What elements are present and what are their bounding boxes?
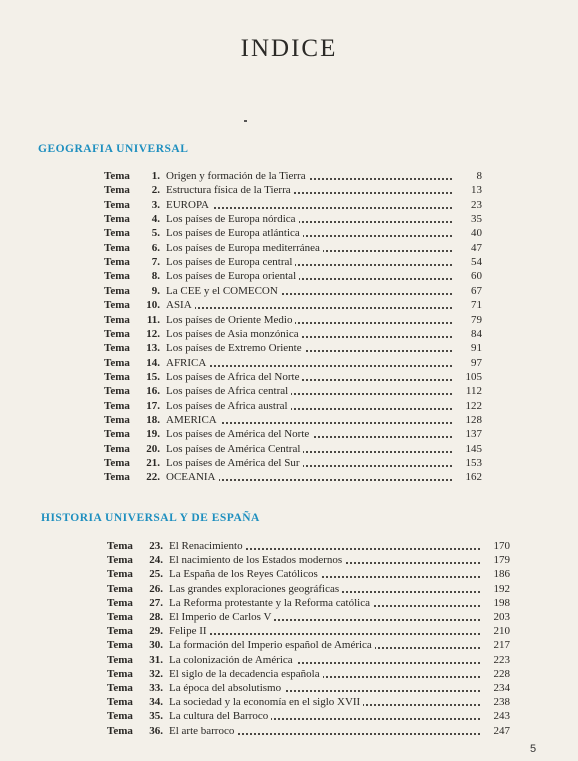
entry-title-wrap — [169, 568, 480, 580]
entry-number: 22. — [146, 471, 160, 484]
entry-title-wrap — [166, 457, 452, 469]
entry-title-wrap — [166, 213, 452, 225]
entry-title: Felipe II — [169, 625, 210, 637]
toc-entry — [107, 696, 510, 711]
entry-page: 198 — [493, 596, 510, 609]
entry-tema-label: Tema — [107, 582, 133, 595]
entry-page: 223 — [493, 653, 510, 666]
toc-entry — [104, 385, 482, 400]
page-title: INDICE — [240, 35, 338, 62]
entry-number: 14. — [146, 356, 160, 369]
entry-number: 34. — [149, 696, 163, 709]
entry-number: 15. — [146, 370, 160, 383]
toc-entry — [107, 639, 510, 654]
entry-number: 2. — [151, 184, 160, 197]
entry-title: La España de los Reyes Católicos — [169, 568, 321, 580]
section-heading-historia: HISTORIA UNIVERSAL Y DE ESPAÑA — [41, 512, 260, 524]
entry-title-wrap — [166, 227, 452, 239]
entry-tema-label: Tema — [104, 471, 130, 484]
entry-page: 137 — [465, 428, 482, 441]
entry-number: 10. — [146, 299, 160, 312]
entry-tema-label: Tema — [107, 554, 133, 567]
entry-title-wrap — [166, 285, 452, 297]
entry-title-wrap — [169, 540, 480, 552]
toc-entry — [104, 457, 482, 472]
entry-title: OCEANIA — [166, 471, 219, 483]
entry-title: Los países de Africa austral — [166, 400, 291, 412]
entry-title: Los países de América del Sur — [166, 457, 303, 469]
entry-number: 16. — [146, 385, 160, 398]
entry-number: 30. — [149, 639, 163, 652]
entry-number: 11. — [146, 313, 160, 326]
entry-page: 23 — [471, 198, 482, 211]
toc-entry — [104, 428, 482, 443]
entry-page: 153 — [465, 457, 482, 469]
entry-title-wrap — [166, 314, 452, 326]
entry-title: Los países de Europa oriental — [166, 270, 299, 282]
entry-tema-label: Tema — [107, 724, 133, 737]
printer-mark — [244, 120, 247, 122]
toc-entry — [104, 170, 482, 185]
entry-title-wrap — [166, 170, 452, 182]
entry-number: 13. — [146, 342, 160, 355]
entry-title: Los países de Europa central — [166, 256, 295, 268]
toc-entry — [104, 285, 482, 300]
entry-number: 19. — [146, 428, 160, 441]
entry-number: 1. — [151, 170, 160, 182]
entry-title-wrap — [166, 400, 452, 412]
entry-tema-label: Tema — [104, 356, 130, 369]
toc-entry — [104, 371, 482, 386]
entry-tema-label: Tema — [107, 682, 133, 694]
entry-tema-label: Tema — [107, 596, 133, 609]
entry-number: 3. — [151, 198, 160, 211]
entry-page: 8 — [476, 170, 482, 182]
toc-entry — [104, 471, 482, 486]
entry-title-wrap — [169, 696, 480, 708]
entry-tema-label: Tema — [104, 170, 130, 182]
entry-page: 79 — [471, 313, 482, 326]
toc-entry — [107, 625, 510, 640]
entry-title-wrap — [169, 654, 480, 666]
entry-number: 25. — [149, 568, 163, 581]
entry-number: 24. — [149, 554, 163, 567]
entry-title-wrap — [166, 199, 452, 211]
entry-page: 122 — [465, 399, 482, 412]
entry-title: El nacimiento de los Estados modernos — [169, 554, 345, 566]
entry-number: 29. — [149, 625, 163, 638]
entry-title: La colonización de América — [169, 654, 296, 666]
entry-tema-label: Tema — [104, 213, 130, 226]
entry-page: 179 — [493, 554, 510, 567]
toc-entry — [107, 725, 510, 740]
entry-number: 8. — [151, 270, 160, 283]
entry-title-wrap — [166, 414, 452, 426]
toc-entry — [104, 242, 482, 257]
page-number: 5 — [530, 743, 537, 755]
entry-title: La sociedad y la economía en el siglo XVII — [169, 696, 363, 708]
toc-entry — [104, 184, 482, 199]
entry-title: El siglo de la decadencia española — [169, 668, 323, 680]
entry-title: Origen y formación de la Tierra — [166, 170, 309, 182]
entry-title: La Reforma protestante y la Reforma católica — [169, 597, 373, 609]
entry-tema-label: Tema — [107, 696, 133, 709]
entry-tema-label: Tema — [104, 457, 130, 469]
entry-tema-label: Tema — [104, 442, 130, 455]
entry-number: 23. — [149, 540, 163, 552]
entry-tema-label: Tema — [107, 639, 133, 652]
entry-tema-label: Tema — [104, 342, 130, 355]
entry-title-wrap — [169, 597, 480, 609]
toc-entry — [107, 611, 510, 626]
entry-title: Los países de América Central — [166, 443, 303, 455]
entry-tema-label: Tema — [107, 667, 133, 680]
leader-dots — [169, 633, 480, 635]
entry-title-wrap — [166, 342, 452, 354]
toc-entry — [107, 682, 510, 697]
entry-page: 91 — [471, 342, 482, 355]
entry-title: La cultura del Barroco — [169, 710, 271, 722]
entry-title: La formación del Imperio español de América — [169, 639, 375, 651]
entry-tema-label: Tema — [104, 385, 130, 398]
entry-tema-label: Tema — [104, 428, 130, 441]
entry-tema-label: Tema — [104, 198, 130, 211]
entry-tema-label: Tema — [107, 568, 133, 581]
entry-number: 32. — [149, 667, 163, 680]
toc-entry — [107, 597, 510, 612]
entry-page: 97 — [471, 356, 482, 369]
entry-tema-label: Tema — [107, 710, 133, 723]
entry-tema-label: Tema — [107, 540, 133, 552]
toc-entry — [104, 414, 482, 429]
entry-title: Estructura física de la Tierra — [166, 184, 294, 196]
entry-title: Los países de Europa nórdica — [166, 213, 299, 225]
entry-number: 17. — [146, 399, 160, 412]
entry-tema-label: Tema — [104, 413, 130, 426]
entry-title-wrap — [166, 471, 452, 483]
entry-number: 21. — [146, 457, 160, 469]
entry-page: 105 — [465, 370, 482, 383]
entry-title: EUROPA — [166, 199, 212, 211]
entry-number: 33. — [149, 682, 163, 694]
toc-entry — [104, 213, 482, 228]
entry-title: El Renacimiento — [169, 540, 246, 552]
entry-tema-label: Tema — [107, 611, 133, 623]
entry-title-wrap — [169, 554, 480, 566]
entry-page: 217 — [493, 639, 510, 652]
entry-number: 12. — [146, 327, 160, 340]
entry-tema-label: Tema — [107, 625, 133, 638]
entry-tema-label: Tema — [104, 184, 130, 197]
toc-entry — [104, 443, 482, 458]
toc-entry — [104, 270, 482, 285]
entry-number: 36. — [149, 724, 163, 737]
entry-title: AFRICA — [166, 357, 209, 369]
entry-tema-label: Tema — [104, 256, 130, 269]
entry-title-wrap — [169, 710, 480, 722]
entry-title-wrap — [169, 725, 480, 737]
entry-number: 26. — [149, 582, 163, 595]
entry-page: 186 — [493, 568, 510, 581]
entry-page: 40 — [471, 227, 482, 240]
entry-title-wrap — [169, 625, 480, 637]
toc-entry — [107, 540, 510, 555]
toc-entry — [104, 227, 482, 242]
entry-number: 31. — [149, 653, 163, 666]
entry-number: 7. — [151, 256, 160, 269]
entry-title-wrap — [166, 428, 452, 440]
entry-title: Los países de Europa atlántica — [166, 227, 303, 239]
entry-tema-label: Tema — [104, 399, 130, 412]
entry-tema-label: Tema — [107, 653, 133, 666]
entry-number: 27. — [149, 596, 163, 609]
entry-number: 5. — [151, 227, 160, 240]
entry-page: 67 — [471, 284, 482, 297]
toc-entry — [104, 328, 482, 343]
entry-page: 145 — [465, 442, 482, 455]
entry-tema-label: Tema — [104, 284, 130, 297]
entry-title-wrap — [166, 299, 452, 311]
entry-title: Los países de Europa mediterránea — [166, 242, 323, 254]
entry-title-wrap — [169, 639, 480, 651]
entry-tema-label: Tema — [104, 299, 130, 312]
entry-title: El arte barroco — [169, 725, 237, 737]
entry-page: 203 — [493, 611, 510, 623]
entry-title: El Imperio de Carlos V — [169, 611, 274, 623]
entry-number: 20. — [146, 442, 160, 455]
toc-entry — [107, 568, 510, 583]
toc-entry — [107, 710, 510, 725]
entry-page: 84 — [471, 327, 482, 340]
entry-tema-label: Tema — [104, 227, 130, 240]
entry-title: Los países de Africa del Norte — [166, 371, 302, 383]
entry-title-wrap — [166, 357, 452, 369]
entry-page: 35 — [471, 213, 482, 226]
entry-number: 18. — [146, 413, 160, 426]
toc-entry — [104, 256, 482, 271]
section-heading-geografia: GEOGRAFIA UNIVERSAL — [38, 143, 189, 155]
toc-entry — [107, 654, 510, 669]
entry-page: 238 — [493, 696, 510, 709]
entry-title: Los países de Asia monzónica — [166, 328, 302, 340]
entry-tema-label: Tema — [104, 327, 130, 340]
entry-page: 112 — [465, 385, 482, 398]
toc-entry — [104, 400, 482, 415]
entry-title-wrap — [166, 385, 452, 397]
entry-title: La CEE y el COMECON — [166, 285, 281, 297]
entry-title: La época del absolutismo — [169, 682, 284, 694]
entry-page: 247 — [493, 724, 510, 737]
entry-page: 47 — [471, 241, 482, 254]
entry-page: 243 — [493, 710, 510, 723]
toc-entry — [107, 668, 510, 683]
entry-number: 4. — [151, 213, 160, 226]
entry-title: Los países de Oriente Medio — [166, 314, 295, 326]
entry-title-wrap — [166, 256, 452, 268]
entry-page: 210 — [493, 625, 510, 638]
entry-title-wrap — [166, 270, 452, 282]
entry-page: 13 — [471, 184, 482, 197]
entry-page: 170 — [493, 540, 510, 552]
entry-title: ASIA — [166, 299, 195, 311]
entry-tema-label: Tema — [104, 241, 130, 254]
entry-page: 162 — [465, 471, 482, 484]
entry-page: 228 — [493, 667, 510, 680]
entry-title-wrap — [166, 242, 452, 254]
entry-number: 9. — [151, 284, 160, 297]
entry-title: Los países de América del Norte — [166, 428, 312, 440]
entry-title-wrap — [169, 611, 480, 623]
toc-entry — [104, 199, 482, 214]
toc-entry — [104, 342, 482, 357]
entry-page: 60 — [471, 270, 482, 283]
entry-number: 28. — [149, 611, 163, 623]
entry-title: Los países de Extremo Oriente — [166, 342, 305, 354]
entry-title-wrap — [169, 668, 480, 680]
toc-entry — [104, 357, 482, 372]
entry-tema-label: Tema — [104, 270, 130, 283]
entry-title-wrap — [169, 682, 480, 694]
entry-page: 54 — [471, 256, 482, 269]
entry-title-wrap — [166, 371, 452, 383]
entry-title-wrap — [166, 328, 452, 340]
entry-title: AMERICA — [166, 414, 220, 426]
leader-dots — [166, 307, 452, 309]
entry-page: 234 — [493, 682, 510, 694]
entry-tema-label: Tema — [104, 313, 130, 326]
entry-title: Las grandes exploraciones geográficas — [169, 583, 342, 595]
entry-title-wrap — [166, 443, 452, 455]
entry-tema-label: Tema — [104, 370, 130, 383]
toc-entry — [107, 554, 510, 569]
entry-title: Los países de Africa central — [166, 385, 291, 397]
entry-number: 6. — [151, 241, 160, 254]
entry-page: 192 — [493, 582, 510, 595]
toc-entry — [104, 299, 482, 314]
entry-title-wrap — [166, 184, 452, 196]
toc-entry — [104, 314, 482, 329]
entry-page: 128 — [465, 413, 482, 426]
toc-entry — [107, 583, 510, 598]
entry-title-wrap — [169, 583, 480, 595]
entry-number: 35. — [149, 710, 163, 723]
entry-page: 71 — [471, 299, 482, 312]
